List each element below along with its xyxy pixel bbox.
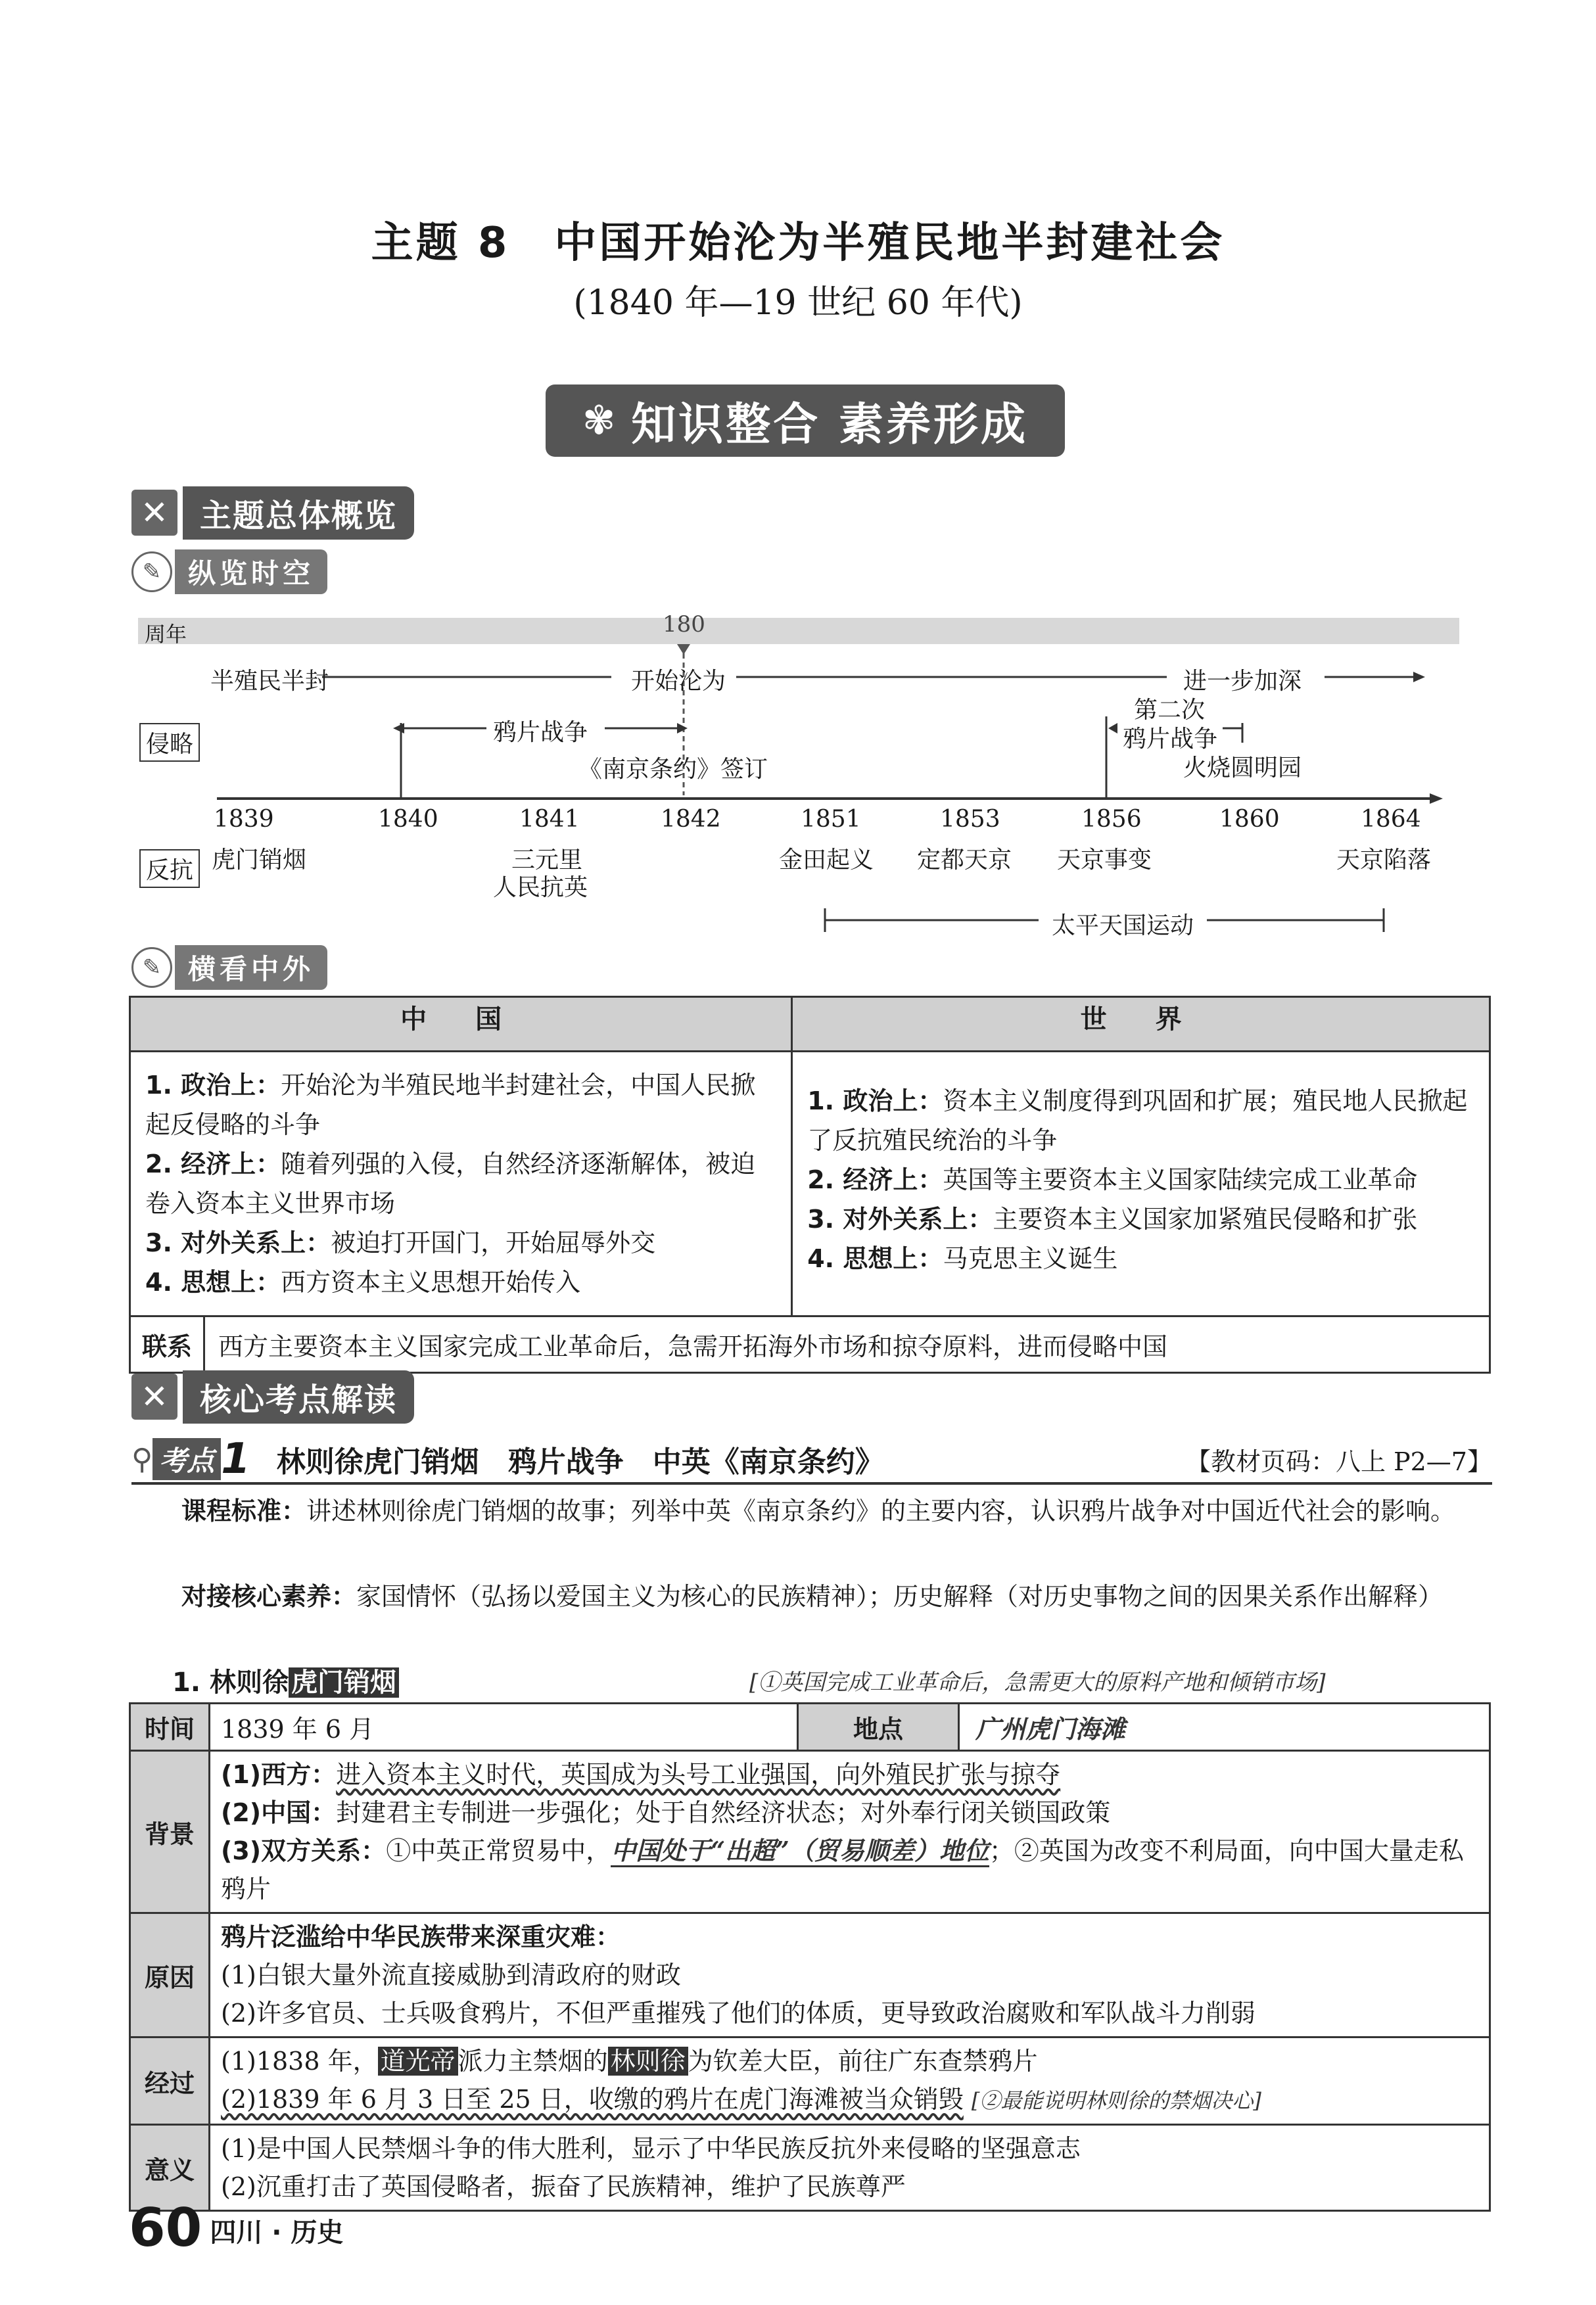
page-title: 主题 8 中国开始沦为半殖民地半封建社会 — [371, 219, 1225, 268]
event-1841-line2: 人民抗英 — [493, 874, 588, 901]
timeline — [131, 611, 1472, 940]
china-item — [145, 1065, 776, 1144]
war2-line2: 鸦片战争 — [1123, 726, 1218, 753]
process-text: (2)1839 年 6 月 3 日至 25 日，收缴的鸦片在虎门海滩被当众销毁 — [221, 2085, 964, 2114]
subsection-timeline-label: 纵览时空 — [175, 549, 327, 594]
time-label: 时间 — [130, 1704, 210, 1751]
core-literacy-text: 家国情怀（弘扬以爱国主义为核心的民族精神）；历史解释（对历史事物之间的因果关系作出解释） — [356, 1582, 1443, 1611]
place-label: 地点 — [798, 1704, 959, 1751]
event-1856: 天京事变 — [1057, 847, 1152, 873]
world-item — [807, 1199, 1474, 1239]
section-banner — [546, 384, 1065, 457]
footer-region: 四川 · 历史 — [210, 2218, 344, 2248]
world-item-value: 资本主义制度得到巩固和扩展；殖民地人民掀起了反抗殖民统治的斗争 — [807, 1086, 1468, 1155]
zhounian-value: 180 — [663, 611, 705, 638]
kaodian-tag: 考点 — [153, 1438, 221, 1480]
stage-arrowhead — [1413, 672, 1425, 682]
section-core-label: 核心考点解读 — [183, 1370, 414, 1424]
year-1853: 1853 — [940, 806, 1000, 833]
significance-item: (1)是中国人民禁烟斗争的伟大胜利，显示了中华民族反抗外来侵略的坚强意志 — [221, 2134, 1081, 2163]
world-item-key: 1. 政治上： — [807, 1086, 943, 1115]
world-item-key: 3. 对外关系上： — [807, 1205, 993, 1234]
background-cell — [210, 1751, 1490, 1913]
kaodian-number: 1 — [221, 1435, 250, 1483]
subsection-timeline-header — [131, 551, 327, 593]
link-label: 联系 — [130, 1316, 204, 1373]
item1-heading — [172, 1662, 399, 1699]
col-header-world: 世 界 — [792, 997, 1490, 1052]
war2-line3: 火烧圆明园 — [1183, 755, 1302, 781]
cause-heading: 鸦片泛滥给中华民族带来深重灾难： — [221, 1922, 621, 1951]
world-item-key: 2. 经济上： — [807, 1165, 943, 1194]
war2-line1: 第二次 — [1134, 697, 1206, 724]
war2-arrowhead-left — [1108, 723, 1117, 733]
year-1860: 1860 — [1219, 806, 1280, 833]
process-item-1 — [221, 2042, 1478, 2080]
core-literacy — [131, 1576, 1492, 1617]
fankang-label: 反抗 — [139, 849, 200, 888]
banner-text: 知识整合 素养形成 — [631, 398, 1028, 451]
page-number: 60 — [129, 2197, 202, 2258]
linzexu-highlight: 林则徐 — [608, 2047, 688, 2076]
1842-marker-top — [677, 644, 690, 655]
zhounian-bar — [138, 618, 1459, 644]
world-item — [807, 1081, 1474, 1160]
treaty-label: 《南京条约》签订 — [578, 756, 768, 783]
china-item — [145, 1144, 776, 1223]
china-item-key: 2. 经济上： — [145, 1150, 281, 1178]
process-text: 为钦差大臣，前往广东查禁鸦片 — [688, 2047, 1038, 2076]
cause-cell — [210, 1913, 1490, 2037]
subsection-compare-header — [131, 946, 327, 989]
course-standard — [131, 1491, 1492, 1531]
textbook-ref: 【教材页码：八上 P2—7】 — [1185, 1447, 1492, 1476]
background-item-value-2: ；②英国为改变不利局面，向中国大量走私鸦片 — [221, 1836, 1464, 1903]
background-item — [221, 1832, 1478, 1908]
china-item — [145, 1223, 776, 1263]
section-overview-label: 主题总体概览 — [183, 486, 414, 540]
pen-icon: ✎ — [131, 551, 172, 592]
background-label: 背景 — [130, 1751, 210, 1913]
china-item-value: 西方资本主义思想开始传入 — [281, 1268, 581, 1297]
china-item-value: 开始沦为半殖民地半封建社会，中国人民掀起反侵略的斗争 — [145, 1071, 756, 1139]
china-item-key: 3. 对外关系上： — [145, 1228, 331, 1257]
background-item-value: 封建君主专制进一步强化；处于自然经济状态；对外奉行闭关锁国政策 — [336, 1798, 1111, 1827]
pen-icon: ✎ — [131, 947, 172, 988]
background-item — [221, 1794, 1478, 1832]
place-value: 广州虎门海滩 — [959, 1704, 1490, 1751]
qinlve-label: 侵略 — [139, 723, 200, 762]
item1-heading-pre: 1. 林则徐 — [172, 1667, 289, 1698]
war1-arrowhead-right — [677, 723, 688, 733]
item1-table — [129, 1702, 1491, 2212]
daoguang-highlight: 道光帝 — [378, 2047, 458, 2076]
time-value: 1839 年 6 月 — [210, 1704, 798, 1751]
china-item-value: 被迫打开国门，开始屈辱外交 — [331, 1228, 656, 1257]
compare-table — [129, 996, 1491, 1374]
china-item-key: 4. 思想上： — [145, 1268, 281, 1297]
world-item — [807, 1160, 1474, 1199]
col-header-china: 中 国 — [130, 997, 792, 1052]
handwritten-note: 中国处于“出超”（贸易顺差）地位 — [611, 1836, 989, 1867]
zhounian-label: 周年 — [145, 622, 187, 647]
war1-label: 鸦片战争 — [493, 719, 588, 746]
event-1839: 虎门销烟 — [212, 847, 307, 873]
link-text: 西方主要资本主义国家完成工业革命后，急需开拓海外市场和掠夺原料，进而侵略中国 — [204, 1316, 1490, 1373]
event-1851: 金田起义 — [779, 847, 874, 873]
significance-cell — [210, 2125, 1490, 2211]
background-item — [221, 1756, 1478, 1794]
item1-heading-highlight: 虎门销烟 — [289, 1667, 399, 1698]
year-1856: 1856 — [1081, 806, 1142, 833]
background-item-key: (3)双方关系： — [221, 1836, 387, 1865]
taiping-label: 太平天国运动 — [1039, 907, 1207, 941]
background-item-value: ①中英正常贸易中， — [386, 1836, 611, 1865]
stage-label-1: 半殖民半封 — [210, 668, 329, 695]
significance-label: 意义 — [130, 2125, 210, 2211]
event-1864: 天京陷落 — [1336, 847, 1432, 873]
page-subtitle: (1840 年—19 世纪 60 年代) — [573, 283, 1023, 323]
world-item-value: 主要资本主义国家加紧殖民侵略和扩张 — [993, 1205, 1418, 1234]
china-item-key: 1. 政治上： — [145, 1071, 281, 1100]
stage-label-2: 开始沦为 — [631, 668, 726, 695]
kaodian-topic: 林则徐虎门销烟 鸦片战争 中英《南京条约》 — [276, 1445, 884, 1479]
annotation-1: [①英国完成工业革命后，急需更大的原料产地和倾销市场] — [749, 1669, 1326, 1696]
kaodian-header — [131, 1436, 1492, 1485]
cause-item: (1)白银大量外流直接威胁到清政府的财政 — [221, 1961, 681, 1990]
year-1840: 1840 — [378, 806, 438, 833]
stage-label-3: 进一步加深 — [1183, 668, 1302, 695]
china-cell — [130, 1052, 792, 1316]
world-item-key: 4. 思想上： — [807, 1244, 943, 1273]
significance-item: (2)沉重打击了英国侵略者，振奋了民族精神，维护了民族尊严 — [221, 2172, 906, 2201]
cross-arrows-icon: ✕ — [131, 490, 177, 536]
cause-item: (2)许多官员、士兵吸食鸦片，不但严重摧残了他们的体质，更导致政治腐败和军队战斗力削弱 — [221, 1999, 1256, 2028]
axis-arrowhead — [1430, 793, 1443, 804]
magnifier-icon: ⚲ — [131, 1442, 153, 1476]
year-1851: 1851 — [801, 806, 861, 833]
process-text: 派力主禁烟的 — [458, 2047, 608, 2076]
world-cell — [792, 1052, 1490, 1316]
background-item-value: 进入资本主义时代，英国成为头号工业强国，向外殖民扩张与掠夺 — [336, 1760, 1061, 1789]
process-text: (1)1838 年， — [221, 2047, 378, 2076]
world-item — [807, 1239, 1474, 1278]
china-item-value: 随着列强的入侵，自然经济逐渐解体，被迫卷入资本主义世界市场 — [145, 1150, 756, 1218]
core-literacy-label: 对接核心素养： — [181, 1582, 357, 1611]
world-item-value: 马克思主义诞生 — [943, 1244, 1118, 1273]
section-overview-header — [131, 486, 414, 539]
world-item-value: 英国等主要资本主义国家陆续完成工业革命 — [943, 1165, 1418, 1194]
year-1842: 1842 — [661, 806, 721, 833]
year-1839: 1839 — [214, 806, 274, 833]
war1-arrowhead-left — [393, 723, 404, 733]
subsection-compare-label: 横看中外 — [175, 945, 327, 990]
runner-icon: ✾ — [582, 398, 619, 444]
process-label: 经过 — [130, 2037, 210, 2125]
year-1841: 1841 — [519, 806, 580, 833]
annotation-2: [②最能说明林则徐的禁烟决心] — [971, 2088, 1261, 2113]
cross-arrows-icon: ✕ — [131, 1374, 177, 1420]
course-standard-label: 课程标准： — [181, 1497, 307, 1525]
year-1864: 1864 — [1361, 806, 1421, 833]
background-item-key: (2)中国： — [221, 1798, 337, 1827]
section-core-header — [131, 1370, 414, 1423]
cause-label: 原因 — [130, 1913, 210, 2037]
process-item-2 — [221, 2080, 1478, 2120]
event-1841-line1: 三元里 — [511, 847, 583, 873]
event-1853: 定都天京 — [917, 847, 1012, 873]
footer — [129, 2197, 344, 2258]
process-cell — [210, 2037, 1490, 2125]
china-item — [145, 1263, 776, 1302]
background-item-key: (1)西方： — [221, 1760, 337, 1789]
course-standard-text: 讲述林则徐虎门销烟的故事；列举中英《南京条约》的主要内容，认识鸦片战争对中国近代社会的影响。 — [306, 1497, 1456, 1525]
